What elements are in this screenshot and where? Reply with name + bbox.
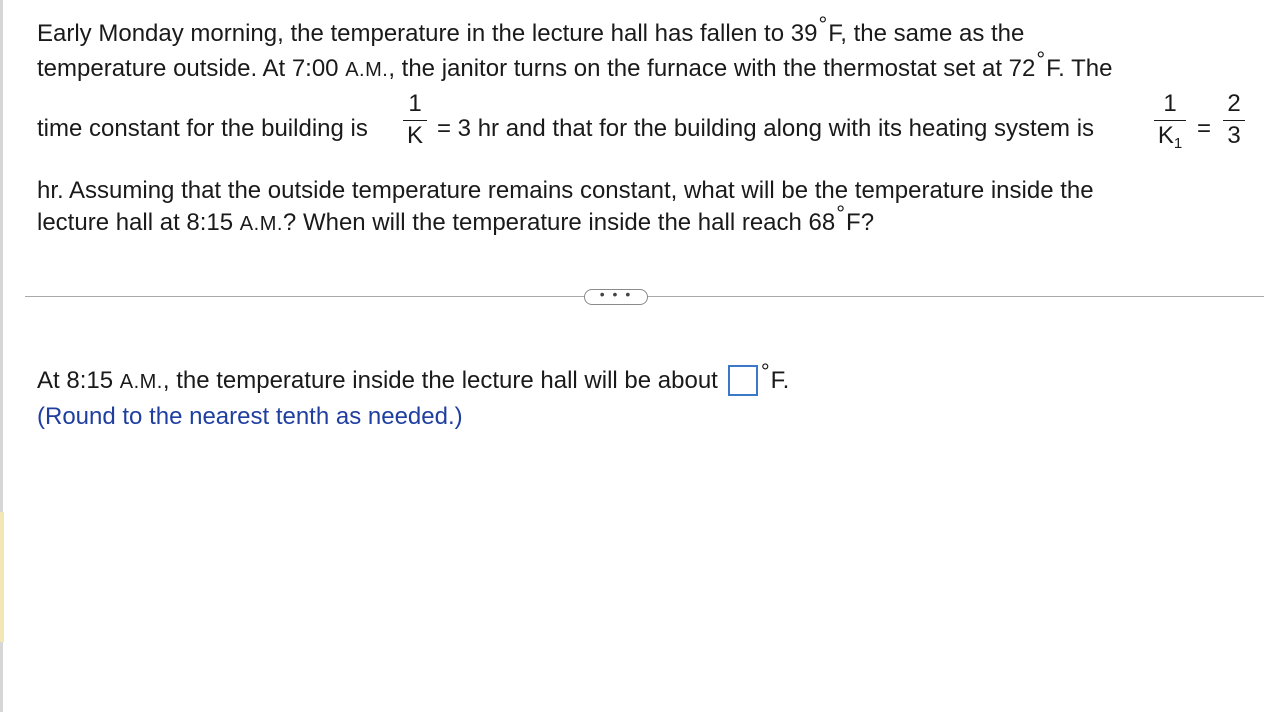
fraction-bar [1154,120,1186,121]
degree-symbol: ° [760,359,770,384]
q2-part3: F. The [1046,55,1113,82]
ampm-label: A.M. [239,213,283,235]
degree-symbol: ° [1036,47,1046,72]
question-line-3-prefix [37,117,368,141]
question-line-1 [37,12,1025,47]
fraction-two-thirds [1223,92,1245,148]
unit-label: F. [770,367,790,394]
answer-statement [37,359,790,396]
k-letter: K [1157,122,1174,149]
fraction-bar [1223,120,1245,121]
q2-part2: , the janitor turns on the furnace with the thermostat set at 72 [388,55,1036,82]
q3-part2: = 3 hr and that for the building along with its heating system is [437,115,1095,142]
fraction-one-over-k [403,92,427,148]
fraction-one-over-k1 [1154,92,1186,156]
answer-part1: At 8:15 [37,367,120,394]
expand-more-button[interactable]: • • • [584,289,648,305]
answer-input-box[interactable] [728,365,758,396]
fraction-numerator: 1 [408,90,422,117]
q4-text: hr. Assuming that the outside temperature remains constant, what will be the temperature inside the [37,177,1094,204]
ampm-label: A.M. [119,371,163,393]
q5-part1: lecture hall at 8:15 [37,209,240,236]
ampm-label: A.M. [345,59,389,81]
fraction-numerator: 2 [1227,90,1241,117]
question-line-2 [37,47,1113,82]
equals-sign: = [1197,115,1212,142]
answer-part2: , the temperature inside the lecture hall will be about [162,367,718,394]
fraction-numerator: 1 [1163,90,1177,117]
q3-part1: time constant for the building is [37,115,368,142]
question-line-5 [37,201,875,236]
degree-symbol: ° [818,12,828,37]
degree-symbol: ° [836,201,846,226]
left-accent-marker [0,512,4,642]
fraction-bar [403,120,427,121]
fraction-denominator: K [406,122,423,149]
question-line-3-middle [437,117,1094,141]
fraction-denominator: 3 [1227,122,1241,149]
question-line-4 [37,179,1094,203]
q5-part3: F? [846,209,875,236]
q1-part2: F, the same as the [828,20,1025,47]
k-subscript: 1 [1173,135,1183,152]
q2-part1: temperature outside. At 7:00 [37,55,346,82]
rounding-hint: (Round to the nearest tenth as needed.) [37,403,463,430]
q5-part2: ? When will the temperature inside the hall reach 68 [282,209,836,236]
q1-part1: Early Monday morning, the temperature in the lecture hall has fallen to 39 [37,20,818,47]
fraction-denominator [1154,124,1186,156]
